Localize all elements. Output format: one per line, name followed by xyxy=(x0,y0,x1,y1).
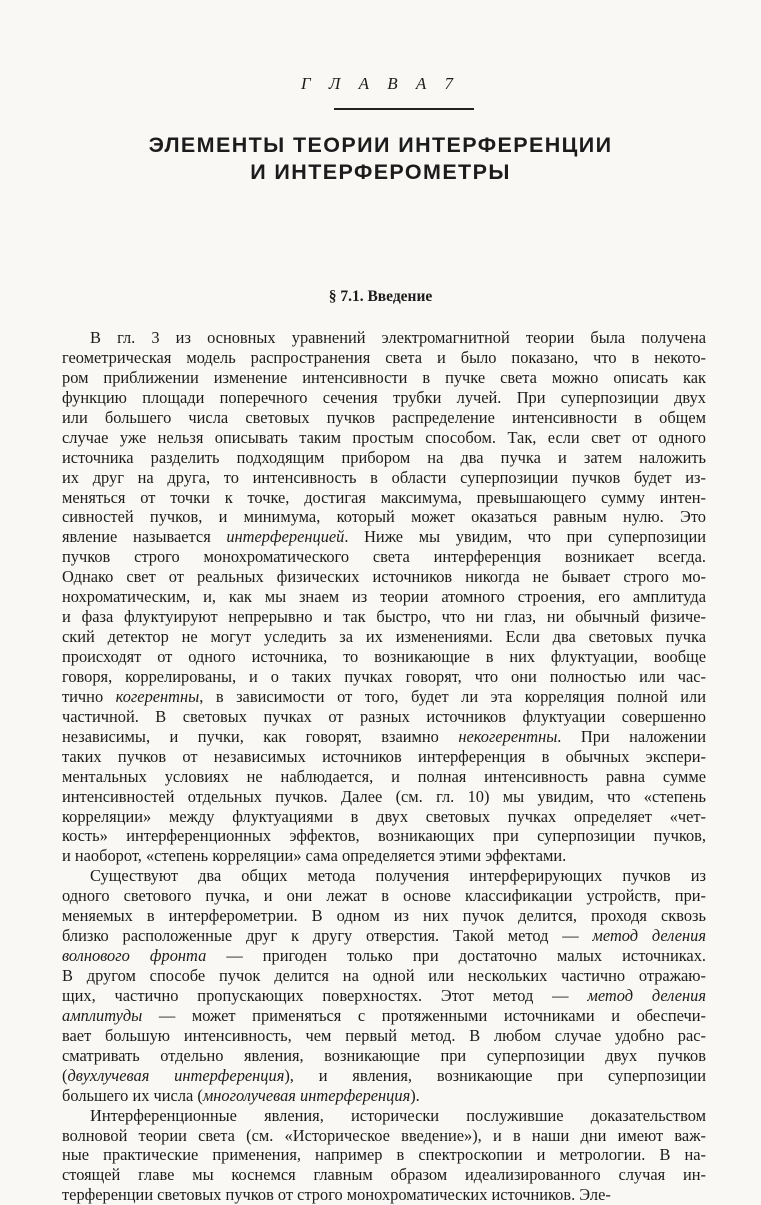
text-run: или большего числа световых пучков распределение интенсивности в общем xyxy=(62,407,706,427)
text-line xyxy=(62,846,706,866)
text-line xyxy=(62,667,706,687)
text-run: явление называется xyxy=(62,527,227,547)
text-run: большего их числа ( xyxy=(62,1085,203,1105)
text-line xyxy=(62,1106,706,1126)
text-run: пучков строго монохроматического света интерференция возникает всегда. xyxy=(62,547,706,567)
text-run: ные практические применения, например в спектроскопии и метрологии. В на- xyxy=(62,1145,706,1165)
italic-term: амплитуды xyxy=(62,1005,143,1025)
text-run: близко расположенные друг к другу отверстия. Такой метод — xyxy=(62,926,593,946)
text-line xyxy=(62,647,706,667)
text-run: частичной. В световых пучках от разных источников флуктуации совершенно xyxy=(62,706,706,726)
text-line xyxy=(62,328,706,348)
text-run: таких пучков от независимых источников интерференция в обычных экспери- xyxy=(62,746,706,766)
text-line xyxy=(62,627,706,647)
paragraph xyxy=(62,1106,706,1205)
text-line xyxy=(62,468,706,488)
text-line xyxy=(62,567,706,587)
text-line xyxy=(62,1026,706,1046)
text-line xyxy=(62,408,706,428)
text-run: волновой теории света (см. «Историческое введение»), и в наши дни имеют важ- xyxy=(62,1125,706,1145)
italic-term: когерентны xyxy=(115,686,200,706)
chapter-title xyxy=(0,132,761,186)
text-line xyxy=(62,348,706,368)
paragraph xyxy=(62,328,706,866)
text-line xyxy=(62,388,706,408)
text-line xyxy=(62,986,706,1006)
text-run: В другом способе пучок делится на одной или нескольких частично отражаю- xyxy=(62,966,706,985)
text-line xyxy=(62,527,706,547)
text-run: Интерференционные явления, исторически послужившие доказательством xyxy=(90,1105,706,1125)
text-line xyxy=(62,926,706,946)
text-run: меняться от точки к точке, достигая максимума, превышающего сумму интен- xyxy=(62,487,706,507)
text-line xyxy=(62,607,706,627)
text-run: терференции световых пучков от строго монохроматических источников. Эле- xyxy=(62,1185,611,1205)
text-run: ром приближении изменение интенсивности в пучке света можно описать как xyxy=(62,367,706,387)
text-run: независимы, и пучки, как говорят, взаимно xyxy=(62,726,459,746)
chapter-title-line-1: ЭЛЕМЕНТЫ ТЕОРИИ ИНТЕРФЕРЕНЦИИ xyxy=(148,133,613,157)
text-run: Существуют два общих метода получения интерферирующих пучков из xyxy=(90,866,706,886)
text-line xyxy=(62,1185,706,1205)
text-run: ( xyxy=(62,1065,68,1085)
text-run: щих, частично пропускающих поверхностях. Этот метод — xyxy=(62,985,588,1005)
text-line xyxy=(62,448,706,468)
text-line xyxy=(62,428,706,448)
text-run: одного светового пучка, и они лежат в основе классификации устройств, при- xyxy=(62,886,706,906)
text-line xyxy=(62,1006,706,1026)
text-line xyxy=(62,488,706,508)
text-run: ский детектор не могут уследить за их изменениями. Если два световых пучка xyxy=(62,627,706,647)
text-run: и наоборот, «степень корреляции» сама определяется этими эффектами. xyxy=(62,846,567,866)
text-run: нохроматическим, и, как мы знаем из теории атомного строения, его амплитуда xyxy=(62,587,706,607)
text-line xyxy=(62,747,706,767)
text-run: происходят от одного источника, то возникающие в них флуктуации, вообще xyxy=(62,647,706,666)
text-run: вает большую интенсивность, чем первый метод. В любом случае удобно рас- xyxy=(62,1025,706,1045)
italic-term: двухлучевая интерференция xyxy=(67,1065,285,1085)
italic-term: некогерентны xyxy=(458,726,558,746)
text-line xyxy=(62,767,706,787)
italic-term: многолучевая интерференция xyxy=(202,1085,411,1105)
text-run: . Ниже мы увидим, что при суперпозиции xyxy=(344,527,706,547)
text-line xyxy=(62,866,706,886)
text-line xyxy=(62,1145,706,1165)
text-line xyxy=(62,707,706,727)
text-line xyxy=(62,368,706,388)
text-run: . При наложении xyxy=(557,726,706,746)
text-line xyxy=(62,886,706,906)
text-run: геометрическая модель распространения света и было показано, что в некото- xyxy=(62,347,706,367)
chapter-label: Г Л А В А 7 xyxy=(300,74,461,93)
text-run: функцию площади поперечного сечения трубки лучей. При суперпозиции двух xyxy=(62,387,706,407)
text-run: — может применяться с протяженными источниками и обеспечи- xyxy=(142,1005,706,1025)
text-run: Однако свет от реальных физических источников никогда не бывает строго мо- xyxy=(62,567,706,587)
text-run: В гл. 3 из основных уравнений электромагнитной теории была получена xyxy=(90,328,706,347)
text-run: сматривать отдельно явления, возникающие при суперпозиции двух пучков xyxy=(62,1045,706,1065)
text-run: ментальных условиях не наблюдается, и полная интенсивность равна сумме xyxy=(62,766,706,786)
text-line xyxy=(62,547,706,567)
text-line xyxy=(62,1066,706,1086)
italic-term: метод деления xyxy=(592,926,706,946)
text-run: стоящей главе мы коснемся главным образом идеализированного случая ин- xyxy=(62,1165,706,1185)
text-line xyxy=(62,507,706,527)
text-run: говоря, коррелированы, и о таких пучках говорят, что они полностью или час- xyxy=(62,666,706,686)
text-line xyxy=(62,807,706,827)
text-run: ). xyxy=(410,1085,420,1105)
chapter-divider xyxy=(334,108,474,110)
italic-term: интерференцией xyxy=(226,527,345,547)
text-run: корреляции» между флуктуациями в двух световых пучках определяет «чет- xyxy=(62,806,706,826)
text-line xyxy=(62,1165,706,1185)
text-line xyxy=(62,946,706,966)
text-line xyxy=(62,787,706,807)
text-run: , в зависимости от того, будет ли эта корреляция полной или xyxy=(199,686,706,706)
text-run: тично xyxy=(62,686,116,706)
text-line xyxy=(62,826,706,846)
text-run: сивностей пучков, и минимума, который может оказаться равным нулю. Это xyxy=(62,507,706,527)
text-run: источника разделить подходящим прибором на два пучка и затем наложить xyxy=(62,447,706,467)
text-run: ), и явления, возникающие при суперпозиции xyxy=(284,1065,706,1085)
chapter-title-line-2: И ИНТЕРФЕРОМЕТРЫ xyxy=(250,160,511,184)
text-line xyxy=(62,1046,706,1066)
body-text xyxy=(62,328,706,1205)
text-line xyxy=(62,966,706,986)
text-line xyxy=(62,1086,706,1106)
text-run: — пригоден только при достаточно малых источниках. xyxy=(206,946,706,966)
text-run: кость» интерференционных эффектов, возникающих при суперпозиции пучков, xyxy=(62,826,706,846)
text-run: меняемых в интерферометрии. В одном из них пучок делится, проходя сквозь xyxy=(62,906,706,926)
paragraph xyxy=(62,866,706,1105)
text-line xyxy=(62,906,706,926)
italic-term: волнового фронта xyxy=(62,946,207,966)
text-run: их друг на друга, то интенсивность в области суперпозиции пучков будет из- xyxy=(62,467,706,487)
text-run: случае уже нельзя описывать таким простым способом. Так, если свет от одного xyxy=(62,427,706,447)
text-run: и фаза флуктуируют непрерывно и так быстро, что ни глаз, ни обычный физиче- xyxy=(62,607,706,627)
text-line xyxy=(62,587,706,607)
text-run: интенсивностей отдельных пучков. Далее (см. гл. 10) мы увидим, что «степень xyxy=(62,786,706,806)
text-line xyxy=(62,1126,706,1146)
text-line xyxy=(62,687,706,707)
section-title: § 7.1. Введение xyxy=(328,288,433,305)
italic-term: метод деления xyxy=(587,985,706,1005)
text-line xyxy=(62,727,706,747)
